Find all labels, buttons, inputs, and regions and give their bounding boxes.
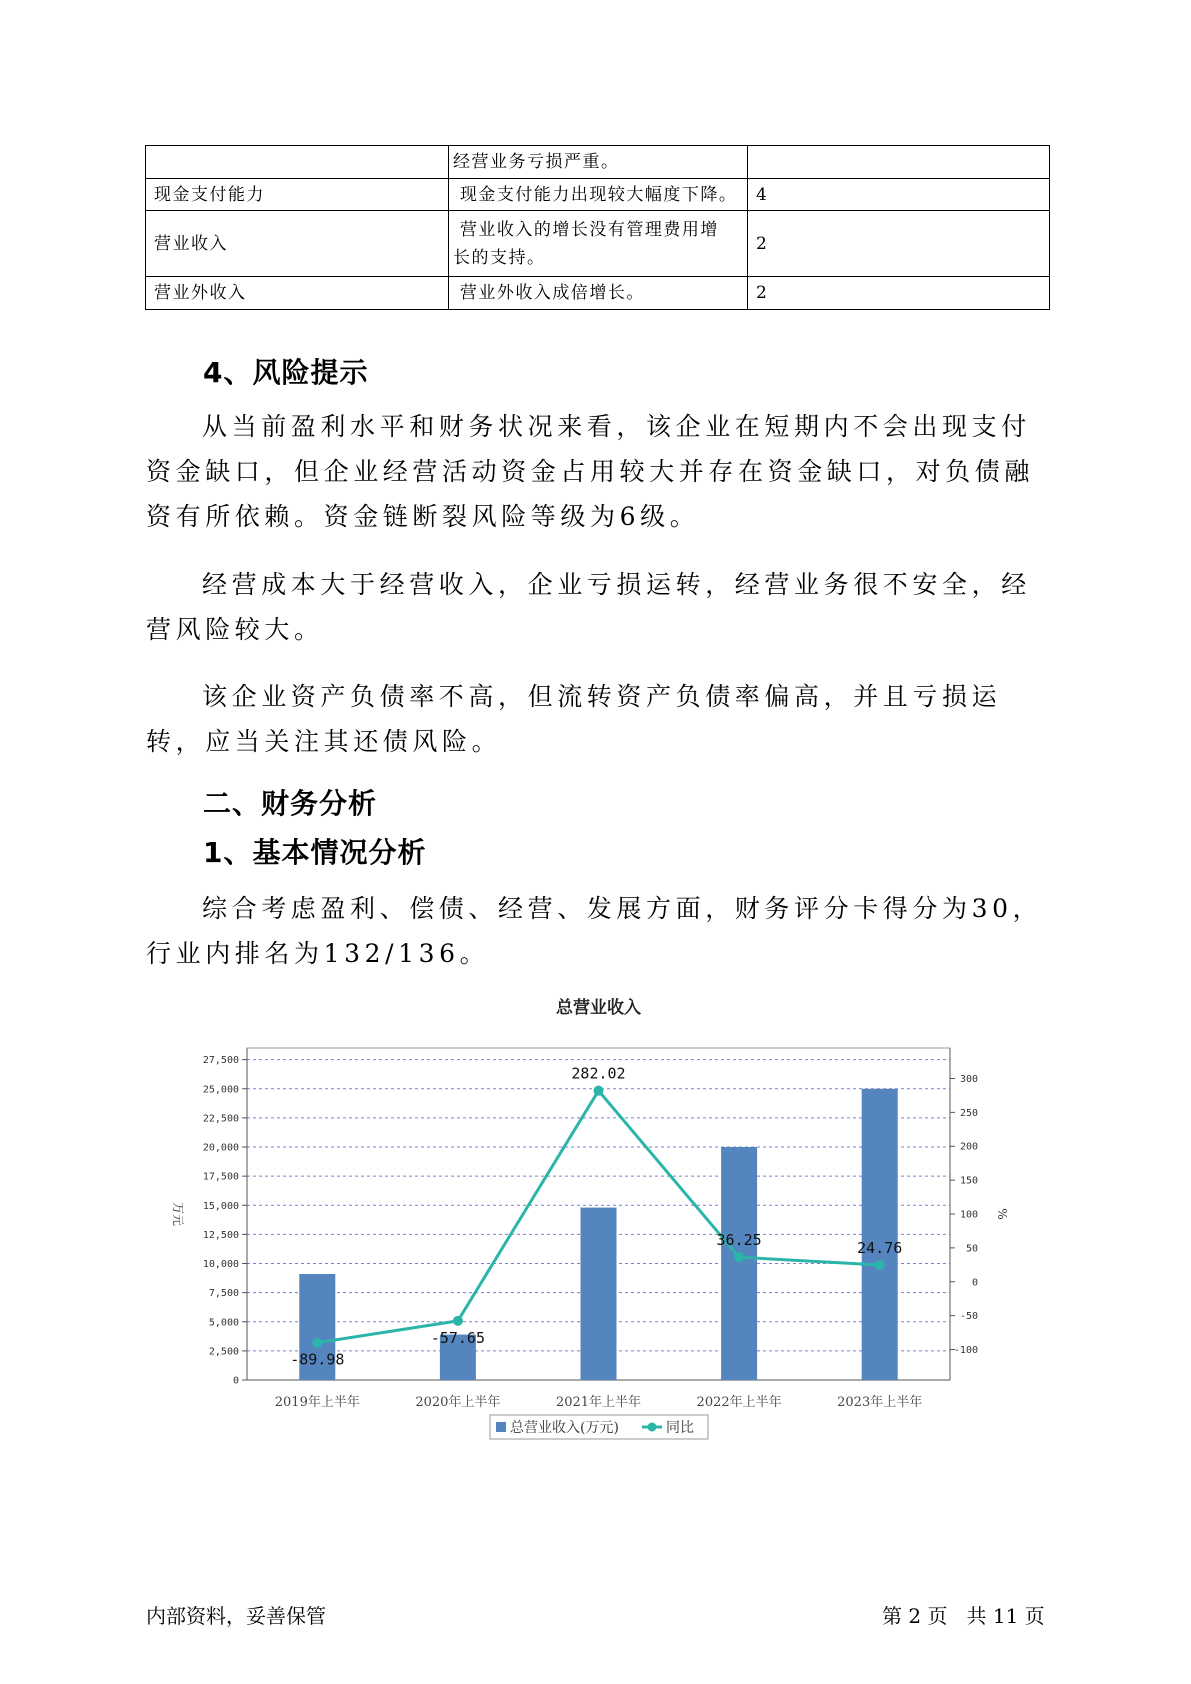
table-cell-desc-line: 长的支持。: [453, 247, 546, 268]
table-cell-item: 现金支付能力: [146, 179, 449, 211]
table-cell-item: 营业外收入: [146, 277, 449, 310]
table-cell-desc: 营业外收入成倍增长。: [449, 277, 748, 310]
table-cell-desc: [449, 211, 748, 277]
bar: [581, 1208, 617, 1380]
table-cell-desc: 经营业务亏损严重。: [449, 146, 748, 179]
legend-swatch-point: [648, 1423, 657, 1432]
table-cell-item: 营业收入: [146, 211, 449, 277]
paragraph: 从当前盈利水平和财务状况来看，该企业在短期内不会出现支付资金缺口，但企业经营活动资金占用较大并存在资金缺口，对负债融资有所依赖。资金链断裂风险等级为6级。: [146, 412, 1035, 531]
table-cell-score: 4: [748, 179, 1050, 211]
legend-label: 同比: [666, 1420, 694, 1436]
chart-title: 总营业收入: [556, 998, 641, 1018]
table-row: [146, 211, 1050, 277]
paragraph: 该企业资产负债率不高，但流转资产负债率偏高，并且亏损运转，应当关注其还债风险。: [146, 682, 1002, 756]
yoy-point: [875, 1260, 885, 1270]
y-tick-label: 12,500: [202, 1229, 239, 1241]
x-tick-label: 2019年上半年: [274, 1395, 360, 1410]
x-tick-label: 2022年上半年: [696, 1395, 782, 1410]
table-row: [146, 146, 1050, 179]
yoy-point: [453, 1316, 463, 1326]
table-cell-score: [748, 146, 1050, 179]
x-tick-label: 2023年上半年: [837, 1395, 923, 1410]
table-row: [146, 179, 1050, 211]
y2-tick-label: -50: [959, 1311, 978, 1323]
y-tick-label: 0: [232, 1375, 239, 1387]
section-heading-risk: 4、风险提示: [203, 356, 369, 389]
table-cell-item: [146, 146, 449, 179]
y-tick-label: 17,500: [202, 1171, 239, 1183]
y-axis-label: 万元: [171, 1201, 185, 1227]
yoy-point: [312, 1338, 322, 1348]
y2-tick-label: 50: [965, 1243, 978, 1255]
section-heading-financial: 二、财务分析: [203, 787, 378, 820]
table-cell-desc-line: 营业收入的增长没有管理费用增: [453, 219, 719, 240]
risk-table: [145, 145, 1050, 310]
paragraph: 经营成本大于经营收入，企业亏损运转，经营业务很不安全，经营风险较大。: [146, 570, 1031, 644]
y-tick-label: 7,500: [208, 1288, 239, 1300]
footer-left: 内部资料，妥善保管: [146, 1604, 326, 1628]
legend-label: 总营业收入(万元): [510, 1420, 619, 1436]
paragraph: 综合考虑盈利、偿债、经营、发展方面，财务评分卡得分为30，行业内排名为132/136。: [146, 894, 1043, 968]
y2-tick-label: 100: [959, 1209, 978, 1221]
table-cell-score: 2: [748, 211, 1050, 277]
x-tick-label: 2020年上半年: [415, 1395, 501, 1410]
y-tick-label: 15,000: [202, 1200, 239, 1212]
y2-tick-label: 300: [959, 1073, 978, 1085]
yoy-data-label: 24.76: [857, 1238, 903, 1257]
y-tick-label: 25,000: [202, 1084, 239, 1096]
y-tick-label: 20,000: [202, 1142, 239, 1154]
y-tick-label: 27,500: [202, 1055, 239, 1067]
y2-tick-label: 0: [971, 1277, 978, 1289]
bar: [721, 1147, 757, 1380]
yoy-data-label: -89.98: [290, 1350, 345, 1369]
footer-page-number: 第 2 页 共 11 页: [882, 1604, 1045, 1628]
y2-tick-label: -100: [953, 1345, 978, 1357]
yoy-data-label: 36.25: [716, 1231, 762, 1250]
y-tick-label: 2,500: [208, 1346, 239, 1358]
revenue-chart: [160, 995, 1030, 1455]
y-tick-label: 10,000: [202, 1259, 239, 1271]
y2-tick-label: 250: [959, 1107, 978, 1119]
y-tick-label: 5,000: [208, 1317, 239, 1329]
y2-axis-label: %: [995, 1208, 1009, 1220]
y2-tick-label: 200: [959, 1141, 978, 1153]
table-row: [146, 277, 1050, 310]
yoy-point: [594, 1086, 604, 1096]
y-tick-label: 22,500: [202, 1113, 239, 1125]
yoy-data-label: 282.02: [571, 1064, 626, 1083]
yoy-point: [734, 1252, 744, 1262]
legend-swatch-bar: [496, 1422, 506, 1432]
table-cell-score: 2: [748, 277, 1050, 310]
bar: [862, 1089, 898, 1380]
yoy-data-label: -57.65: [430, 1328, 485, 1347]
sub-heading-basic: 1、基本情况分析: [203, 836, 427, 869]
y2-tick-label: 150: [959, 1175, 978, 1187]
table-cell-desc: 现金支付能力出现较大幅度下降。: [449, 179, 748, 211]
x-tick-label: 2021年上半年: [555, 1395, 642, 1410]
